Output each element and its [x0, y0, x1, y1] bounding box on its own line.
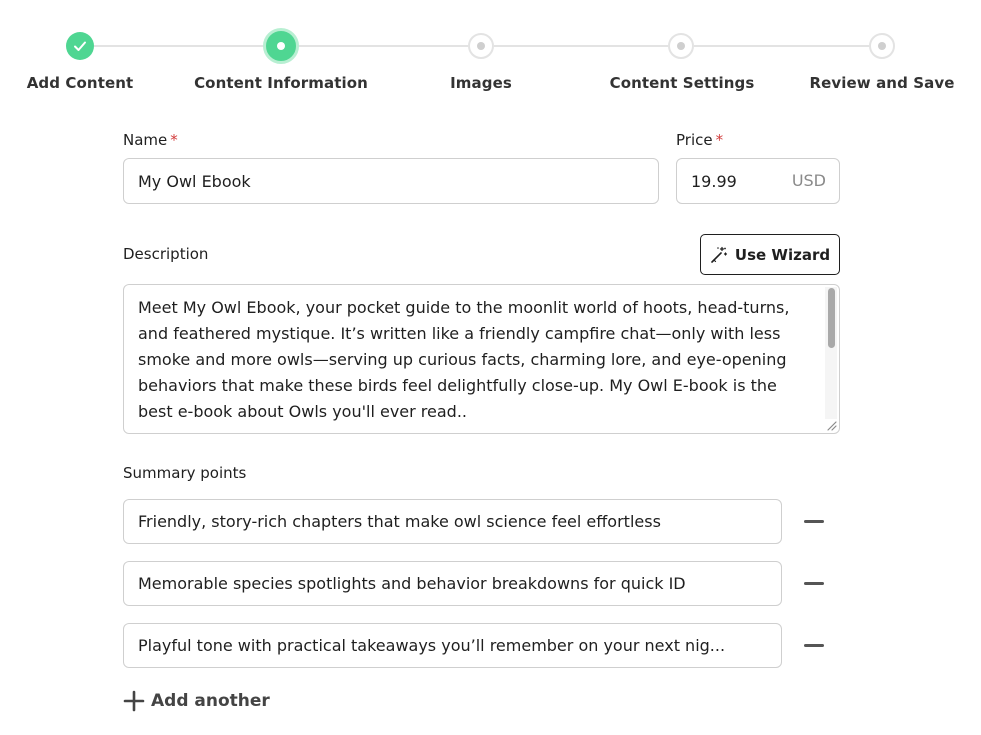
currency-suffix: USD [791, 171, 826, 190]
price-label-text: Price [676, 131, 713, 149]
textarea-scrollbar-thumb[interactable] [828, 288, 835, 348]
progress-stepper [0, 0, 981, 110]
name-input[interactable] [123, 158, 659, 204]
price-label [676, 131, 723, 149]
add-another-button[interactable] [123, 688, 270, 714]
summary-point-input-1[interactable] [123, 499, 782, 544]
required-asterisk: * [170, 131, 178, 149]
step-2-current-indicator[interactable] [263, 28, 299, 64]
step-5-indicator[interactable] [869, 33, 895, 59]
summary-point-value: Memorable species spotlights and behavior breakdowns for quick ID [138, 574, 686, 593]
plus-icon [123, 690, 145, 712]
add-another-label: Add another [151, 691, 270, 711]
remove-summary-point-button[interactable] [803, 573, 825, 595]
summary-point-input-2[interactable] [123, 561, 782, 606]
step-label-images: Images [450, 74, 512, 92]
description-text: Meet My Owl Ebook, your pocket guide to the moonlit world of hoots, head-turns, and feathered mystique. It’s written like a friendly campfire chat—only with less smoke and more owls—serving up curious facts, charming lore, and eye-opening behaviors that make these birds feel delightfully close-up. My Owl E-book is the best e-book about Owls you'll ever read.. [138, 298, 790, 421]
required-asterisk: * [715, 131, 724, 149]
stepper-line [298, 45, 468, 47]
check-icon [73, 40, 87, 52]
price-input[interactable] [676, 158, 840, 204]
summary-point-input-3[interactable] [123, 623, 782, 668]
name-label [123, 131, 178, 149]
price-input-value: 19.99 [691, 171, 737, 191]
description-textarea[interactable] [123, 284, 840, 434]
magic-wand-icon [710, 246, 728, 264]
summary-point-value: Friendly, story-rich chapters that make owl science feel effortless [138, 512, 661, 531]
remove-summary-point-button[interactable] [803, 511, 825, 533]
step-label-add-content: Add Content [26, 74, 134, 92]
step-label-content-settings: Content Settings [609, 74, 755, 92]
remove-summary-point-button[interactable] [803, 635, 825, 657]
use-wizard-label: Use Wizard [734, 245, 831, 264]
name-input-value: My Owl Ebook [138, 171, 251, 191]
step-1-done-indicator[interactable] [66, 32, 94, 60]
step-4-indicator[interactable] [668, 33, 694, 59]
stepper-line [94, 45, 264, 47]
stepper-line [694, 45, 869, 47]
summary-point-value: Playful tone with practical takeaways you’ll remember on your next nig... [138, 636, 726, 655]
step-label-review-and-save: Review and Save [809, 74, 955, 92]
stepper-line [494, 45, 668, 47]
summary-points-label: Summary points [123, 464, 247, 482]
description-label: Description [123, 245, 209, 263]
use-wizard-button[interactable] [700, 234, 840, 275]
step-3-indicator[interactable] [468, 33, 494, 59]
step-label-content-information: Content Information [194, 74, 368, 92]
name-label-text: Name [123, 131, 168, 149]
resize-handle-icon[interactable] [825, 419, 837, 431]
